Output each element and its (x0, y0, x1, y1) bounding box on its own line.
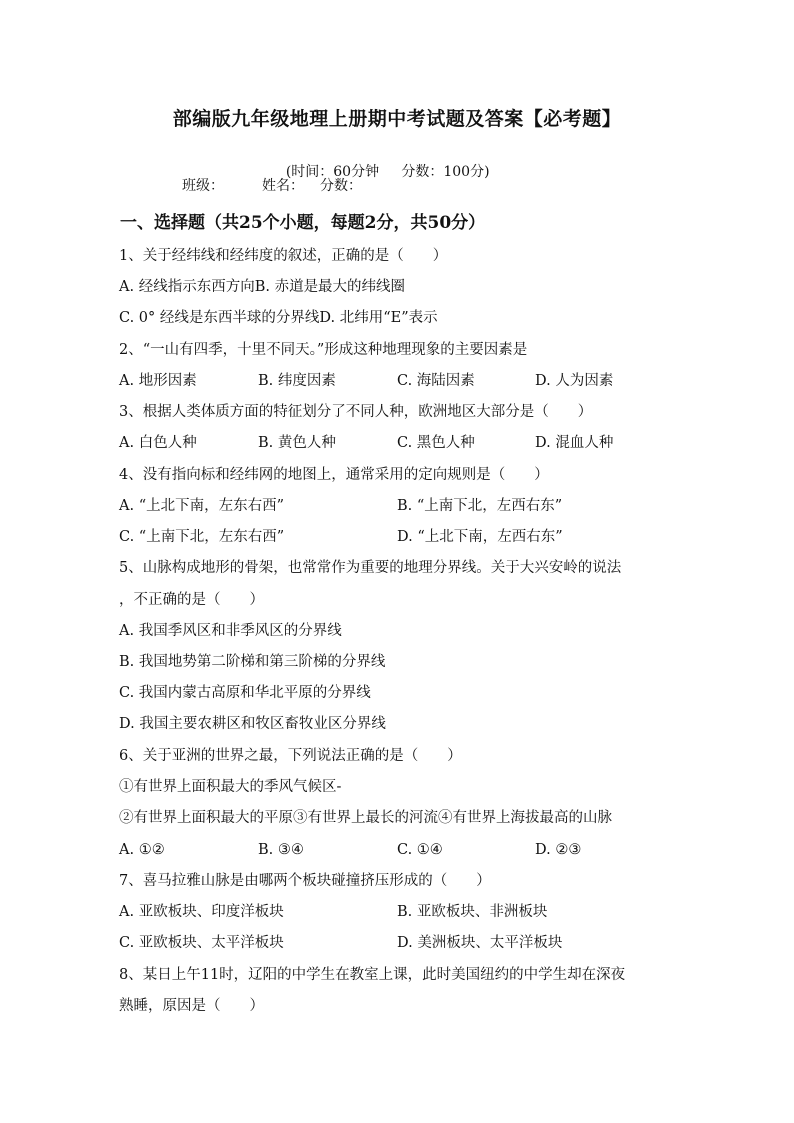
question-5-option-b: B. 我国地势第二阶梯和第三阶梯的分界线 (119, 654, 386, 670)
option-a: A. “上北下南，左东右西” (119, 498, 285, 514)
option-a: A. 白色人种 (119, 435, 197, 451)
exam-time: (时间：60分钟 (285, 164, 380, 180)
option-d: D. 混血人种 (535, 435, 614, 451)
score-label: 分数： (320, 178, 362, 194)
question-8-stem-line-1: 8、某日上午11时，辽阳的中学生在教室上课，此时美国纽约的中学生却在深夜 (119, 967, 626, 983)
question-2-stem: 2、“一山有四季，十里不同天。”形成这种地理现象的主要因素是 (119, 342, 528, 358)
question-6-statement-1: ①有世界上面积最大的季风气候区- (119, 779, 342, 795)
question-1-options-2: C. 0° 经线是东西半球的分界线D. 北纬用“E”表示 (119, 310, 438, 326)
question-3-stem: 3、根据人类体质方面的特征划分了不同人种，欧洲地区大部分是（ ） (119, 404, 593, 420)
question-6-statement-2: ②有世界上面积最大的平原③有世界上最长的河流④有世界上海拔最高的山脉 (119, 810, 612, 826)
option-c: C. 亚欧板块、太平洋板块 (119, 935, 284, 951)
class-label: 班级： (182, 178, 224, 194)
question-4-stem: 4、没有指向标和经纬网的地图上，通常采用的定向规则是（ ） (119, 467, 549, 483)
question-1-stem: 1、关于经纬线和经纬度的叙述，正确的是（ ） (119, 248, 448, 264)
option-a: A. ①② (119, 842, 165, 858)
name-label: 姓名： (262, 178, 304, 194)
option-c: C. 黑色人种 (397, 435, 475, 451)
option-a: A. 地形因素 (119, 373, 197, 389)
option-d: D. “上北下南，左西右东” (397, 529, 563, 545)
option-c: C. “上南下北，左东右西” (119, 529, 285, 545)
option-d: D. ②③ (535, 842, 582, 858)
option-b: B. 黄色人种 (258, 435, 336, 451)
student-info-row (182, 175, 362, 195)
option-b: B. “上南下北，左西右东” (397, 498, 563, 514)
question-5-stem-line-1: 5、山脉构成地形的骨架，也常常作为重要的地理分界线。关于大兴安岭的说法 (119, 560, 622, 576)
section-heading: 一、选择题（共25个小题，每题2分，共50分） (120, 213, 486, 233)
option-b: B. 亚欧板块、非洲板块 (397, 904, 548, 920)
option-b: B. 纬度因素 (258, 373, 336, 389)
question-8-stem-line-2: 熟睡，原因是（ ） (119, 998, 264, 1014)
option-b: B. ③④ (258, 842, 304, 858)
question-6-stem: 6、关于亚洲的世界之最，下列说法正确的是（ ） (119, 748, 462, 764)
option-c: C. 海陆因素 (397, 373, 475, 389)
option-d: D. 美洲板块、太平洋板块 (397, 935, 563, 951)
exam-score: 分数：100分) (401, 164, 490, 180)
question-5-option-a: A. 我国季风区和非季风区的分界线 (119, 623, 342, 639)
page-title: 部编版九年级地理上册期中考试题及答案【必考题】 (172, 108, 622, 130)
question-7-stem: 7、喜马拉雅山脉是由哪两个板块碰撞挤压形成的（ ） (119, 873, 491, 889)
option-c: C. ①④ (397, 842, 443, 858)
question-5-option-c: C. 我国内蒙古高原和华北平原的分界线 (119, 685, 371, 701)
option-d: D. 人为因素 (535, 373, 614, 389)
option-a: A. 亚欧板块、印度洋板块 (119, 904, 284, 920)
question-5-option-d: D. 我国主要农耕区和牧区畜牧业区分界线 (119, 716, 386, 732)
question-1-options-1: A. 经线指示东西方向B. 赤道是最大的纬线圈 (119, 279, 406, 295)
question-5-stem-line-2: ，不正确的是（ ） (119, 592, 264, 608)
